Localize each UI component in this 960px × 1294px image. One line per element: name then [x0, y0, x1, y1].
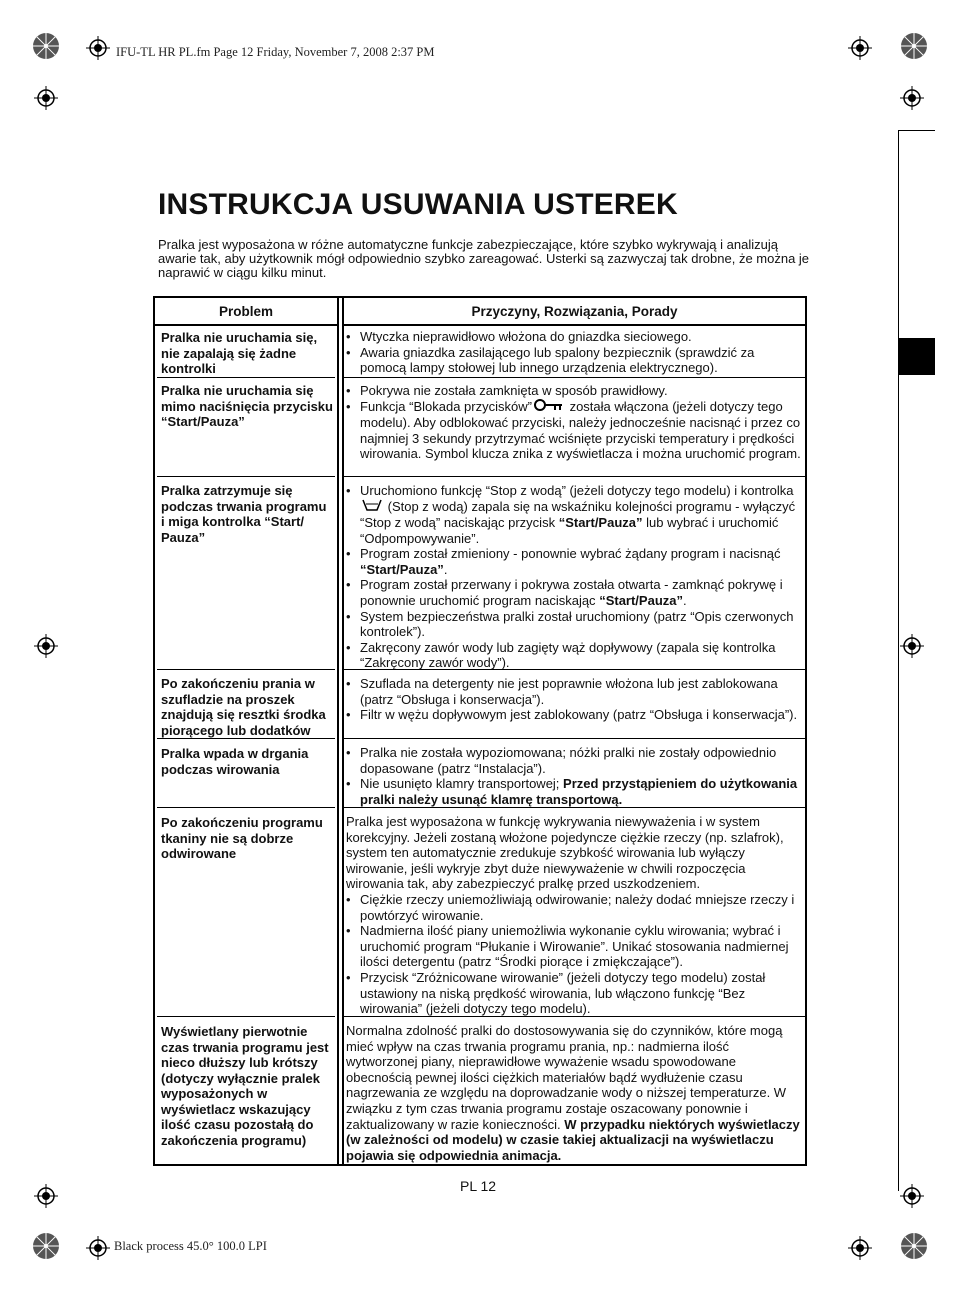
- solution-text: została włączona (jeżeli dotyczy tego modelu). Aby odblokować przyciski, należy jednocześnie nacisnąć i przez co najmniej 3 sekundy przytrzymać wciśnięte przyciski temperatury i prędkości wirowania. Symbol klucza znika z wyświetlacza i można uruchomić program.: [360, 398, 801, 462]
- solution-text: .: [683, 592, 687, 608]
- row-separator: [344, 807, 805, 808]
- header-causes: Przyczyny, Rozwiązania, Porady: [471, 303, 678, 319]
- row-separator: [157, 669, 335, 670]
- stop-with-water-icon: [362, 499, 382, 515]
- solution-text: Program został przerwany i pokrywa została otwarta - zamknąć pokrywę i ponownie uruchomić program naciskając: [360, 577, 783, 608]
- registration-mark-icon: [34, 1184, 58, 1208]
- registration-mark-icon: [900, 86, 924, 110]
- key-lock-icon: [534, 399, 564, 415]
- solution-item: • Ciężkie rzeczy uniemożliwiają odwirowanie; należy dodać mniejsze rzeczy i powtórzyć wirowanie.: [344, 892, 804, 923]
- starburst-mark-icon: [900, 32, 928, 60]
- solution-text-bold: W przypadku niektórych wyświetlaczy (w zależności od modelu) w czasie takiej aktualizacji na wyświetlaczu pojawia się odpowiednia animacja.: [346, 1116, 800, 1163]
- solution-item: • System bezpieczeństwa pralki został uruchomiony (patrz “Opis czerwonych kontrolek”).: [344, 609, 804, 640]
- row-separator: [344, 738, 805, 739]
- problem-cell: Pralka nie uruchamia się mimo naciśnięcia przycisku “Start/Pauza”: [161, 383, 333, 429]
- solution-cell: [344, 745, 804, 807]
- solution-text-bold: “Start/Pauza”: [360, 561, 444, 577]
- solution-text: .: [443, 561, 448, 577]
- registration-mark-icon: [86, 36, 110, 60]
- starburst-mark-icon: [900, 1232, 928, 1260]
- solution-text: Normalna zdolność pralki do dostosowywania się do czynników, które mogą mieć wpływ na czas trwania programu prania, np.: nadmierna ilość wytworzonej piany, nieprawidłowe wyważenie wsadu spowodowane obecnością pewnej ilości ciężkich materiałów bądź wydłużenie czasu nagrzewania ze względu na doprowadzanie wody o niższej temperaturze. W związku z tym czas trwania programu zostaje oszacowany ponownie i zaktualizowany w razie konieczności.: [346, 1023, 787, 1132]
- side-tab-marker: [898, 338, 935, 375]
- header-problem: Problem: [218, 303, 273, 319]
- solution-item: [344, 483, 804, 546]
- solution-item: • Przycisk “Zróżnicowane wirowanie” (jeżeli dotyczy tego modelu) został ustawiony na niską prędkość wirowania, lub włączono funkcję “Bez wirowania” (jeżeli dotyczy tego modelu).: [344, 970, 804, 1017]
- row-separator: [344, 476, 805, 477]
- row-separator: [157, 476, 335, 477]
- page-number: PL 12: [460, 1178, 497, 1194]
- solution-cell: [344, 1023, 804, 1163]
- solution-item: [344, 577, 804, 608]
- solution-item: • Pralka nie została wypoziomowana; nóżki pralki nie zostały odpowiednio dopasowane (patrz “Instalacja”).: [344, 745, 804, 776]
- solution-item: • Filtr w wężu dopływowym jest zablokowany (patrz “Obsługa i konserwacja”).: [344, 707, 804, 723]
- solution-text-bold: “Start/Pauza”: [599, 592, 683, 608]
- column-divider: [337, 298, 339, 1164]
- problem-cell: Pralka zatrzymuje się podczas trwania programu i miga kontrolka “Start/ Pauza”: [161, 483, 327, 545]
- solution-text: Program został zmieniony - ponownie wybrać żądany program i nacisnąć: [360, 546, 781, 562]
- solution-text-bold: “Start/Pauza”: [558, 514, 643, 530]
- solution-item: • Nadmierna ilość piany uniemożliwia wykonanie cyklu wirowania; wybrać i uruchomić program “Płukanie i Wirowanie”. Unikać stosowania nadmiernej ilości detergentu (patrz “Środki piorące i zmiękczające”).: [344, 923, 804, 970]
- print-header: IFU-TL HR PL.fm Page 12 Friday, November 7, 2008 2:37 PM: [116, 45, 435, 59]
- starburst-mark-icon: [32, 32, 60, 60]
- solution-paragraph: Pralka jest wyposażona w funkcję wykrywania niewyważenia i w system korekcyjny. Jeżeli zostaną włożone pojedyncze ciężkie rzeczy (np. szlafrok), system ten automatycznie zredukuje szybkość wirowania lub wyłączy wirowanie, jeśli wykryje zbyt duże niewyważenie w chwili rozpoczęcia wirowania tak, aby zabezpieczyć pralkę przed uszkodzeniem.: [346, 814, 784, 892]
- starburst-mark-icon: [32, 1232, 60, 1260]
- solution-cell: [344, 383, 804, 462]
- row-separator: [344, 377, 805, 378]
- print-footer: Black process 45.0° 100.0 LPI: [114, 1239, 267, 1253]
- solution-cell: [344, 814, 804, 1017]
- row-separator: [157, 807, 335, 808]
- problem-cell: Wyświetlany pierwotnie czas trwania programu jest nieco dłuższy lub krótszy (dotyczy wyłącznie pralek wyposażonych w wyświetlacz wskazujący ilość czasu pozostałą do zakończenia programu): [161, 1024, 329, 1148]
- problem-cell: Pralka wpada w drgania podczas wirowania: [161, 746, 309, 777]
- solution-text: Nie usunięto klamry transportowej;: [360, 776, 560, 792]
- header-rule: [155, 324, 337, 326]
- solution-item: [344, 776, 804, 807]
- row-separator: [157, 377, 335, 378]
- side-tab-frame: [898, 130, 935, 1191]
- row-separator: [344, 669, 805, 670]
- solution-item: • Awaria gniazdka zasilającego lub spalony bezpiecznik (sprawdzić za pomocą lampy stołowej lub innego urządzenia elektrycznego).: [344, 345, 804, 376]
- solution-cell: [344, 329, 804, 376]
- solution-item: [344, 546, 804, 577]
- solution-item: [344, 399, 804, 462]
- registration-mark-icon: [848, 1236, 872, 1260]
- solution-paragraph: [344, 1023, 804, 1163]
- solution-text: Funkcja “Blokada przycisków”: [360, 398, 532, 414]
- row-separator: [157, 738, 335, 739]
- header-rule: [344, 324, 805, 326]
- solution-item: • Pokrywa nie została zamknięta w sposób prawidłowy.: [344, 383, 804, 399]
- solution-text: (Stop z wodą) zapala się na wskaźniku kolejności programu - wyłączyć “Stop z wodą” naciskając przycisk: [360, 498, 796, 530]
- solution-cell: [344, 676, 804, 723]
- solution-item: • Zakręcony zawór wody lub zagięty wąż dopływowy (zapala się kontrolka “Zakręcony zawór wody”).: [344, 640, 804, 671]
- solution-text-bold: Przed przystąpieniem do użytkowania pralki należy usunąć klamrę transportową.: [360, 776, 798, 807]
- page-title: INSTRUKCJA USUWANIA USTEREK: [158, 188, 678, 221]
- registration-mark-icon: [34, 86, 58, 110]
- registration-mark-icon: [86, 1236, 110, 1260]
- troubleshooting-table: [153, 296, 807, 1166]
- problem-cell: Po zakończeniu prania w szufladzie na proszek znajdują się resztki środka piorącego lub dodatków: [161, 676, 326, 738]
- registration-mark-icon: [34, 634, 58, 658]
- solution-cell: [344, 483, 804, 671]
- solution-text: lub wybrać i uruchomić “Odpompowywanie”.: [360, 514, 779, 546]
- row-separator: [344, 1016, 805, 1017]
- registration-mark-icon: [848, 36, 872, 60]
- problem-cell: Po zakończeniu programu tkaniny nie są dobrze odwirowane: [161, 815, 323, 861]
- solution-text: Uruchomiono funkcję “Stop z wodą” (jeżeli dotyczy tego modelu) i kontrolka: [360, 483, 794, 498]
- intro-paragraph: Pralka jest wyposażona w różne automatyczne funkcje zabezpieczające, które szybko wykrywają i analizują awarie tak, aby użytkownik mógł odpowiednio szybko zareagować. Usterki są zazwyczaj tak drobne, że można je naprawić w ciągu kilku minut.: [158, 237, 810, 280]
- problem-cell: Pralka nie uruchamia się, nie zapalają się żadne kontrolki: [161, 330, 318, 376]
- solution-item: • Wtyczka nieprawidłowo włożona do gniazdka sieciowego.: [344, 329, 804, 345]
- row-separator: [157, 1016, 335, 1017]
- solution-item: • Szuflada na detergenty nie jest poprawnie włożona lub jest zablokowana (patrz “Obsługa i konserwacja”).: [344, 676, 804, 707]
